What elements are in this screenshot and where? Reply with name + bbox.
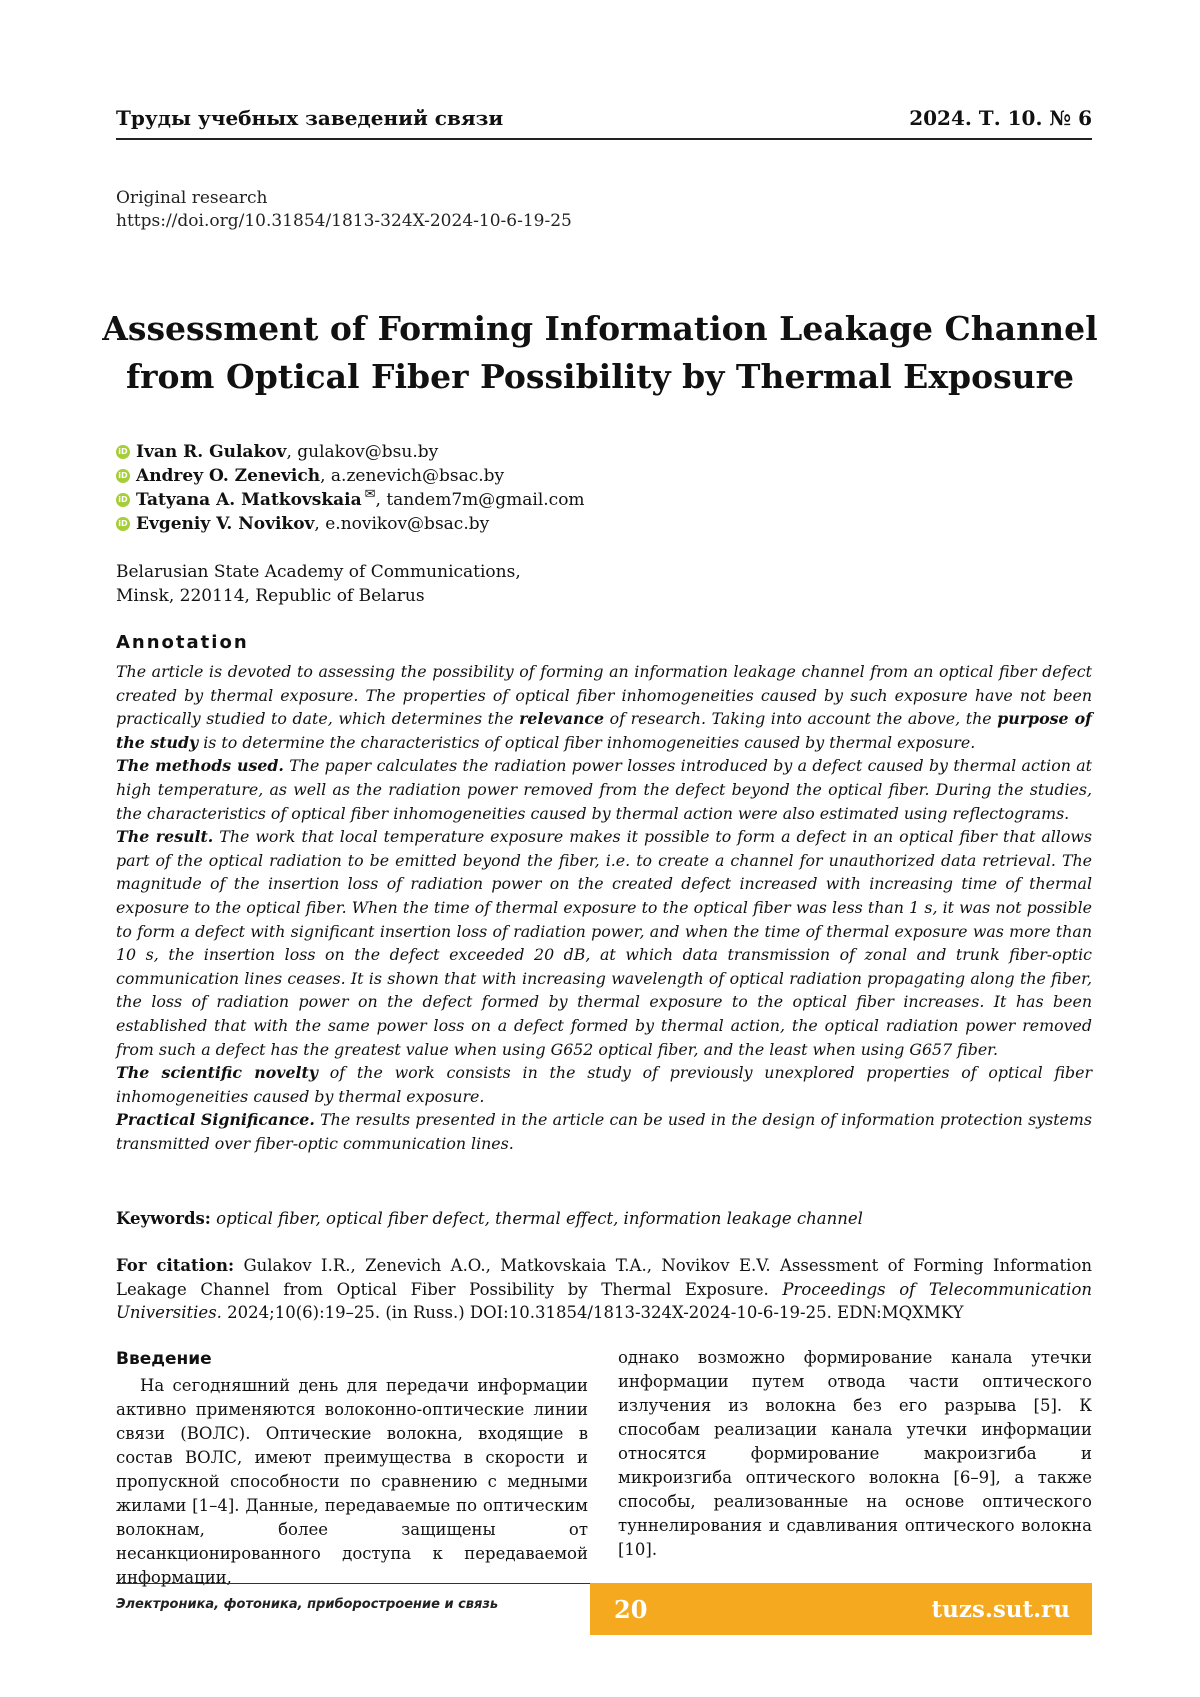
author-item: [116, 464, 585, 488]
author-email[interactable]: , a.zenevich@bsac.by: [320, 466, 505, 486]
page-number: 20: [614, 1594, 648, 1624]
affiliation-line-2: Minsk, 220114, Republic of Belarus: [116, 586, 425, 606]
author-item: [116, 440, 585, 464]
orcid-icon[interactable]: iD: [116, 493, 130, 507]
envelope-icon: ✉: [364, 487, 376, 502]
intro-heading: Введение: [116, 1349, 212, 1369]
author-name: Ivan R. Gulakov: [136, 442, 287, 462]
annotation-paragraph: Practical Significance. The results presented in the article can be used in the design of information protection systems transmitted over fiber-optic communication lines.: [116, 1110, 1092, 1153]
footer-bar: [590, 1583, 1092, 1635]
author-name: Tatyana A. Matkovskaia: [136, 490, 362, 510]
footer-section: Электроника, фотоника, приборостроение и связь: [116, 1597, 499, 1612]
annotation-paragraph: The scientific novelty of the work consists in the study of previously unexplored properties of optical fiber inhomogeneities caused by thermal exposure.: [116, 1063, 1093, 1106]
orcid-icon[interactable]: iD: [116, 517, 130, 531]
significance-term: Practical Significance.: [116, 1110, 315, 1130]
author-email[interactable]: , tandem7m@gmail.com: [375, 490, 585, 510]
result-term: The result.: [116, 827, 214, 847]
affiliation-line-1: Belarusian State Academy of Communications,: [116, 562, 521, 582]
article-meta: [116, 187, 572, 233]
author-list: [116, 440, 585, 536]
citation: For citation: Gulakov I.R., Zenevich A.O., Matkovskaia T.A., Novikov E.V. Assessment of Forming Information Leakage Channel from Optical Fiber Possibility by Thermal Exposure. Proceedings of Telecommunication Universities. 2024;10(6):19–25. (in Russ.) DOI:10.31854/1813-324X-2024-10-6-19-25. EDN:MQXMKY: [116, 1256, 1093, 1322]
journal-name: Труды учебных заведений связи: [116, 106, 504, 130]
annotation-paragraph: The article is devoted to assessing the possibility of forming an information leakage channel from an optical fiber defect created by thermal exposure. The properties of optical fiber inhomogeneities caused by such exposure have not been practically studied to date, which determines the relevance of research. Taking into account the above, the purpose of the study is to determine the characteristics of optical fiber inhomogeneities caused by thermal exposure.: [116, 662, 1092, 752]
title-line-2: from Optical Fiber Possibility by Thermal Exposure: [125, 357, 1075, 396]
orcid-icon[interactable]: iD: [116, 469, 130, 483]
citation-journal: Proceedings of Telecommunication Universities.: [116, 1279, 1093, 1322]
purpose-term: purpose of the study: [116, 709, 1092, 752]
author-name: Evgeniy V. Novikov: [136, 514, 315, 534]
annotation-body: [116, 660, 1092, 1155]
citation-label: For citation:: [116, 1256, 235, 1275]
keywords-label: Keywords:: [116, 1209, 211, 1228]
page-footer: [116, 1583, 1092, 1635]
author-item: [116, 488, 585, 512]
footer-divider: [116, 1583, 590, 1584]
annotation-heading: Annotation: [116, 632, 249, 653]
methods-term: The methods used.: [116, 756, 284, 776]
title-line-1: Assessment of Forming Information Leakage Channel: [102, 309, 1098, 348]
intro-column-right: однако возможно формирование канала утечки информации путем отвода части оптического излучения из волокна без его разрыва [5]. К способам реализации канала утечки информации относятся формирование макроизгиба и микроизгиба оптического волокна [6–9], а также способы, реализованные на основе оптического туннелирования и сдавливания оптического волокна [10].: [618, 1348, 1092, 1559]
issue-info: 2024. Т. 10. № 6: [909, 106, 1092, 130]
keywords: [116, 1207, 1092, 1230]
author-item: [116, 512, 585, 536]
author-email[interactable]: , e.novikov@bsac.by: [314, 514, 490, 534]
orcid-icon[interactable]: iD: [116, 445, 130, 459]
intro-column-left: На сегодняшний день для передачи информации активно применяются волоконно-оптические линии связи (ВОЛС). Оптические волокна, входящие в состав ВОЛС, имеют преимущества в скорости и пропускной способности по сравнению с медными жилами [1–4]. Данные, передаваемые по оптическим волокнам, более защищены от несанкционированного доступа к передаваемой информации,: [116, 1376, 588, 1587]
running-header: [116, 106, 1092, 140]
author-email[interactable]: , gulakov@bsu.by: [286, 442, 439, 462]
article-type: Original research: [116, 188, 268, 208]
author-name: Andrey O. Zenevich: [136, 466, 321, 486]
annotation-paragraph: The result. The work that local temperature exposure makes it possible to form a defect in an optical fiber that allows part of the optical radiation to be emitted beyond the fiber, i.e. to create a channel for unauthorized data retrieval. The magnitude of the insertion loss of radiation power on the created defect increased with increasing time of thermal exposure to the optical fiber. When the time of thermal exposure to the optical fiber was less than 1 s, it was not possible to form a defect with significant insertion loss of radiation power, and when the time of thermal exposure was more than 10 s, the insertion loss on the defect exceeded 20 dB, at which data transmission of zonal and trunk fiber-optic communication lines ceases. It is shown that with increasing wavelength of optical radiation propagating along the fiber, the loss of radiation power on the defect formed by thermal exposure to the optical fiber increases. It has been established that with the same power loss on a defect formed by thermal action, the optical radiation power removed from such a defect has the greatest value when using G652 optical fiber, and the least when using G657 fiber.: [116, 827, 1092, 1059]
relevance-term: relevance: [519, 709, 605, 729]
affiliation: [116, 560, 521, 608]
annotation-paragraph: The methods used. The paper calculates the radiation power losses introduced by a defect caused by thermal action at high temperature, as well as the radiation power removed from the defect beyond the optical fiber. During the studies, the characteristics of optical fiber inhomogeneities caused by thermal action were also estimated using reflectograms.: [116, 756, 1092, 823]
keywords-text: optical fiber, optical fiber defect, thermal effect, information leakage channel: [210, 1209, 863, 1228]
site-link[interactable]: tuzs.sut.ru: [931, 1595, 1070, 1623]
article-title: [100, 305, 1100, 401]
novelty-term: The scientific novelty: [116, 1063, 318, 1083]
doi-link[interactable]: https://doi.org/10.31854/1813-324X-2024-10-6-19-25: [116, 211, 572, 231]
